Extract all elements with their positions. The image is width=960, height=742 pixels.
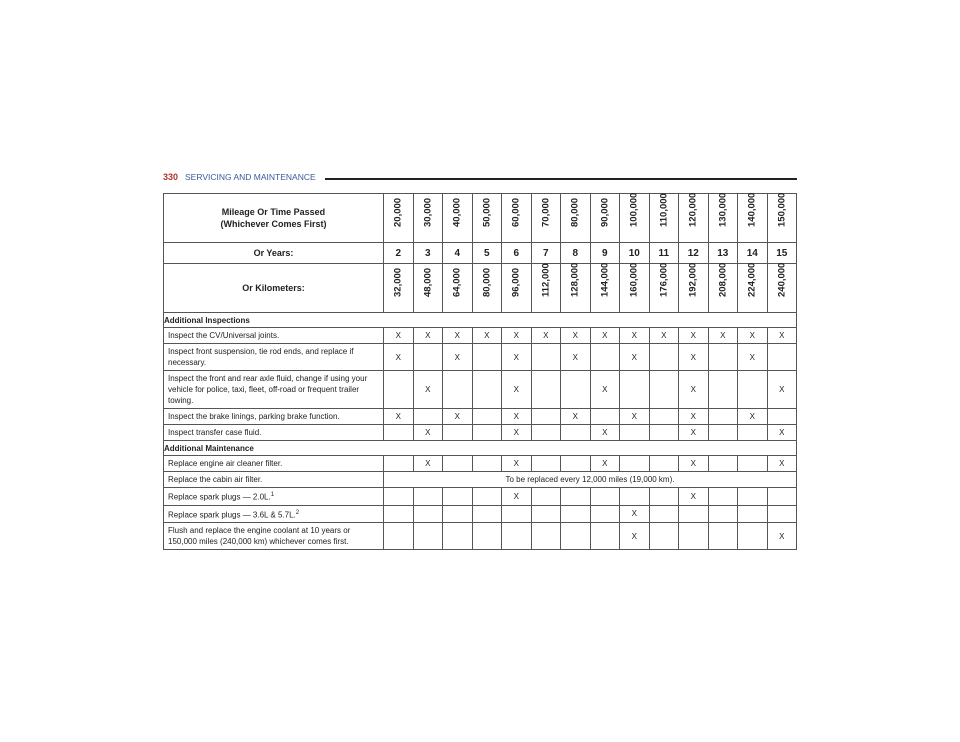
schedule-row <box>164 456 797 472</box>
schedule-row <box>164 472 797 488</box>
interval-mark: X <box>708 328 738 344</box>
kilometers-cell <box>649 264 679 313</box>
mileage-label-line2: (Whichever Comes First) <box>220 219 327 229</box>
interval-mark <box>472 344 502 371</box>
kilometers-value: 80,000 <box>481 267 493 297</box>
interval-mark <box>708 456 738 472</box>
kilometers-cell <box>413 264 443 313</box>
interval-mark <box>738 505 768 523</box>
interval-mark <box>649 456 679 472</box>
mileage-value: 100,000 <box>628 192 640 227</box>
interval-mark: X <box>738 409 768 425</box>
year-value: 15 <box>767 243 797 264</box>
interval-mark <box>443 505 473 523</box>
interval-mark <box>708 409 738 425</box>
mileage-value: 50,000 <box>481 197 493 227</box>
interval-mark: X <box>679 425 709 441</box>
mileage-cell <box>767 194 797 243</box>
interval-mark <box>708 523 738 550</box>
kilometers-value: 208,000 <box>717 262 729 297</box>
interval-mark: X <box>502 371 532 409</box>
interval-mark <box>531 505 561 523</box>
interval-mark: X <box>502 456 532 472</box>
kilometers-label: Or Kilometers: <box>164 264 384 313</box>
interval-mark <box>472 409 502 425</box>
interval-mark <box>590 505 620 523</box>
mileage-cell <box>384 194 414 243</box>
schedule-row <box>164 425 797 441</box>
interval-mark <box>561 505 591 523</box>
mileage-value: 30,000 <box>422 197 434 227</box>
row-label <box>164 371 384 409</box>
interval-mark <box>443 425 473 441</box>
interval-mark <box>472 523 502 550</box>
interval-mark: X <box>384 328 414 344</box>
interval-mark <box>443 371 473 409</box>
interval-mark: X <box>620 505 650 523</box>
interval-mark <box>384 425 414 441</box>
interval-mark <box>738 371 768 409</box>
kilometers-value: 128,000 <box>569 262 581 297</box>
year-value: 7 <box>531 243 561 264</box>
kilometers-value: 96,000 <box>510 267 522 297</box>
interval-mark <box>767 505 797 523</box>
mileage-cell <box>531 194 561 243</box>
kilometers-value: 192,000 <box>687 262 699 297</box>
interval-mark <box>620 456 650 472</box>
interval-mark <box>472 425 502 441</box>
interval-mark <box>531 456 561 472</box>
row-label-text: Inspect front suspension, tie rod ends, and replace if necessary. <box>168 347 354 367</box>
kilometers-cell <box>561 264 591 313</box>
interval-mark <box>531 523 561 550</box>
schedule-row <box>164 505 797 523</box>
years-row <box>164 243 797 264</box>
section-title: SERVICING AND MAINTENANCE <box>185 172 316 182</box>
row-label-text: Replace spark plugs — 3.6L & 5.7L. <box>168 510 296 520</box>
interval-mark <box>620 488 650 506</box>
row-note: To be replaced every 12,000 miles (19,000 km). <box>384 472 797 488</box>
interval-mark: X <box>561 344 591 371</box>
interval-mark <box>649 371 679 409</box>
mileage-cell <box>708 194 738 243</box>
schedule-row <box>164 371 797 409</box>
row-label <box>164 456 384 472</box>
schedule-row <box>164 409 797 425</box>
interval-mark <box>590 344 620 371</box>
interval-mark <box>679 523 709 550</box>
mileage-label-line1: Mileage Or Time Passed <box>221 207 326 217</box>
interval-mark <box>767 409 797 425</box>
year-value: 10 <box>620 243 650 264</box>
interval-mark <box>561 488 591 506</box>
section-title-cell: Additional Inspections <box>164 313 797 328</box>
interval-mark <box>531 344 561 371</box>
mileage-cell <box>590 194 620 243</box>
interval-mark: X <box>620 409 650 425</box>
interval-mark <box>561 425 591 441</box>
interval-mark <box>620 371 650 409</box>
interval-mark: X <box>384 344 414 371</box>
interval-mark: X <box>620 344 650 371</box>
kilometers-value: 144,000 <box>599 262 611 297</box>
kilometers-value: 32,000 <box>392 267 404 297</box>
schedule-row <box>164 523 797 550</box>
year-value: 4 <box>443 243 473 264</box>
mileage-value: 60,000 <box>510 197 522 227</box>
interval-mark <box>767 344 797 371</box>
footnote-marker: 1 <box>270 492 275 498</box>
interval-mark <box>708 344 738 371</box>
year-value: 12 <box>679 243 709 264</box>
interval-mark <box>649 425 679 441</box>
mileage-value: 150,000 <box>776 192 788 227</box>
mileage-cell <box>413 194 443 243</box>
mileage-value: 20,000 <box>392 197 404 227</box>
mileage-value: 90,000 <box>599 197 611 227</box>
mileage-cell <box>561 194 591 243</box>
interval-mark: X <box>679 488 709 506</box>
row-label-text: Inspect the brake linings, parking brake function. <box>168 412 340 421</box>
mileage-cell <box>738 194 768 243</box>
mileage-label <box>164 194 384 243</box>
interval-mark <box>649 488 679 506</box>
interval-mark <box>443 523 473 550</box>
page-header <box>163 172 797 186</box>
year-value: 14 <box>738 243 768 264</box>
header-rule <box>325 178 797 180</box>
interval-mark <box>384 456 414 472</box>
mileage-cell <box>620 194 650 243</box>
interval-mark <box>649 409 679 425</box>
interval-mark <box>413 344 443 371</box>
year-value: 8 <box>561 243 591 264</box>
interval-mark <box>384 505 414 523</box>
interval-mark <box>738 456 768 472</box>
row-label <box>164 505 384 523</box>
interval-mark: X <box>649 328 679 344</box>
interval-mark <box>413 409 443 425</box>
interval-mark: X <box>738 344 768 371</box>
interval-mark: X <box>561 409 591 425</box>
row-label <box>164 472 384 488</box>
interval-mark <box>531 409 561 425</box>
kilometers-value: 64,000 <box>451 267 463 297</box>
interval-mark <box>590 409 620 425</box>
interval-mark: X <box>472 328 502 344</box>
interval-mark <box>502 505 532 523</box>
mileage-value: 120,000 <box>687 192 699 227</box>
interval-mark <box>472 505 502 523</box>
mileage-value: 140,000 <box>746 192 758 227</box>
mileage-header-row <box>164 194 797 243</box>
interval-mark <box>590 488 620 506</box>
interval-mark <box>649 523 679 550</box>
row-label <box>164 425 384 441</box>
year-value: 6 <box>502 243 532 264</box>
mileage-cell <box>472 194 502 243</box>
row-label-text: Flush and replace the engine coolant at 10 years or 150,000 miles (240,000 km) whichever comes first. <box>168 526 351 547</box>
years-label: Or Years: <box>164 243 384 264</box>
interval-mark <box>590 523 620 550</box>
interval-mark: X <box>679 456 709 472</box>
interval-mark <box>502 523 532 550</box>
kilometers-value: 224,000 <box>746 262 758 297</box>
interval-mark <box>384 523 414 550</box>
footnote-marker: 2 <box>295 509 300 516</box>
section-title-cell: Additional Maintenance <box>164 441 797 456</box>
kilometers-cell <box>384 264 414 313</box>
kilometers-cell <box>531 264 561 313</box>
mileage-value: 40,000 <box>451 197 463 227</box>
kilometers-value: 48,000 <box>422 267 434 297</box>
interval-mark: X <box>413 456 443 472</box>
row-label <box>164 328 384 344</box>
maintenance-schedule-table <box>163 193 797 550</box>
interval-mark <box>472 371 502 409</box>
kilometers-cell <box>502 264 532 313</box>
kilometers-value: 112,000 <box>540 263 552 297</box>
row-label <box>164 488 384 506</box>
interval-mark: X <box>531 328 561 344</box>
interval-mark: X <box>502 488 532 506</box>
interval-mark <box>620 425 650 441</box>
kilometers-value: 176,000 <box>658 262 670 297</box>
row-label-text: Inspect the CV/Universal joints. <box>168 331 280 340</box>
interval-mark: X <box>590 425 620 441</box>
interval-mark: X <box>590 456 620 472</box>
interval-mark: X <box>443 409 473 425</box>
schedule-row <box>164 488 797 506</box>
interval-mark <box>738 488 768 506</box>
interval-mark: X <box>502 409 532 425</box>
interval-mark: X <box>767 456 797 472</box>
kilometers-cell <box>620 264 650 313</box>
kilometers-cell <box>472 264 502 313</box>
interval-mark <box>738 425 768 441</box>
interval-mark: X <box>443 328 473 344</box>
interval-mark <box>472 456 502 472</box>
interval-mark <box>531 425 561 441</box>
interval-mark <box>708 425 738 441</box>
interval-mark <box>649 505 679 523</box>
year-value: 11 <box>649 243 679 264</box>
interval-mark <box>384 371 414 409</box>
interval-mark: X <box>767 328 797 344</box>
year-value: 5 <box>472 243 502 264</box>
interval-mark: X <box>590 328 620 344</box>
kilometers-cell <box>443 264 473 313</box>
mileage-cell <box>649 194 679 243</box>
mileage-value: 110,000 <box>658 193 670 227</box>
interval-mark <box>708 505 738 523</box>
kilometers-cell <box>679 264 709 313</box>
interval-mark <box>561 456 591 472</box>
interval-mark: X <box>767 425 797 441</box>
row-label-text: Replace engine air cleaner filter. <box>168 459 283 468</box>
interval-mark <box>443 456 473 472</box>
mileage-cell <box>679 194 709 243</box>
interval-mark: X <box>443 344 473 371</box>
interval-mark <box>413 523 443 550</box>
interval-mark: X <box>767 523 797 550</box>
kilometers-value: 160,000 <box>628 262 640 297</box>
row-label <box>164 523 384 550</box>
row-label-text: Inspect the front and rear axle fluid, change if using your vehicle for police, taxi, fleet, off-road or frequent trailer towing. <box>168 374 368 405</box>
row-label <box>164 344 384 371</box>
interval-mark <box>708 371 738 409</box>
section-header-row <box>164 441 797 456</box>
schedule-row <box>164 344 797 371</box>
interval-mark: X <box>679 328 709 344</box>
page-number: 330 <box>163 172 179 182</box>
mileage-value: 80,000 <box>569 197 581 227</box>
interval-mark <box>472 488 502 506</box>
year-value: 2 <box>384 243 414 264</box>
interval-mark <box>767 488 797 506</box>
interval-mark: X <box>679 344 709 371</box>
interval-mark <box>413 505 443 523</box>
interval-mark <box>649 344 679 371</box>
interval-mark: X <box>502 328 532 344</box>
interval-mark: X <box>384 409 414 425</box>
interval-mark <box>738 523 768 550</box>
interval-mark: X <box>590 371 620 409</box>
year-value: 13 <box>708 243 738 264</box>
interval-mark: X <box>620 523 650 550</box>
interval-mark: X <box>502 344 532 371</box>
interval-mark <box>384 488 414 506</box>
row-label-text: Replace the cabin air filter. <box>168 475 263 484</box>
kilometers-cell <box>708 264 738 313</box>
kilometers-cell <box>767 264 797 313</box>
year-value: 9 <box>590 243 620 264</box>
interval-mark <box>531 488 561 506</box>
interval-mark <box>413 488 443 506</box>
interval-mark: X <box>561 328 591 344</box>
interval-mark: X <box>679 371 709 409</box>
mileage-value: 130,000 <box>717 192 729 227</box>
kilometers-value: 240,000 <box>776 262 788 297</box>
section-header-row <box>164 313 797 328</box>
mileage-value: 70,000 <box>540 197 552 227</box>
interval-mark <box>443 488 473 506</box>
interval-mark: X <box>767 371 797 409</box>
mileage-cell <box>443 194 473 243</box>
kilometers-row <box>164 264 797 313</box>
row-label-text: Replace spark plugs — 2.0L. <box>168 492 271 502</box>
interval-mark <box>561 523 591 550</box>
mileage-cell <box>502 194 532 243</box>
interval-mark: X <box>738 328 768 344</box>
schedule-row <box>164 328 797 344</box>
row-label <box>164 409 384 425</box>
row-label-text: Inspect transfer case fluid. <box>168 428 262 437</box>
interval-mark: X <box>679 409 709 425</box>
interval-mark: X <box>413 425 443 441</box>
interval-mark <box>561 371 591 409</box>
interval-mark: X <box>502 425 532 441</box>
interval-mark <box>679 505 709 523</box>
year-value: 3 <box>413 243 443 264</box>
kilometers-cell <box>738 264 768 313</box>
kilometers-cell <box>590 264 620 313</box>
interval-mark <box>531 371 561 409</box>
interval-mark <box>708 488 738 506</box>
interval-mark: X <box>413 328 443 344</box>
interval-mark: X <box>620 328 650 344</box>
interval-mark: X <box>413 371 443 409</box>
